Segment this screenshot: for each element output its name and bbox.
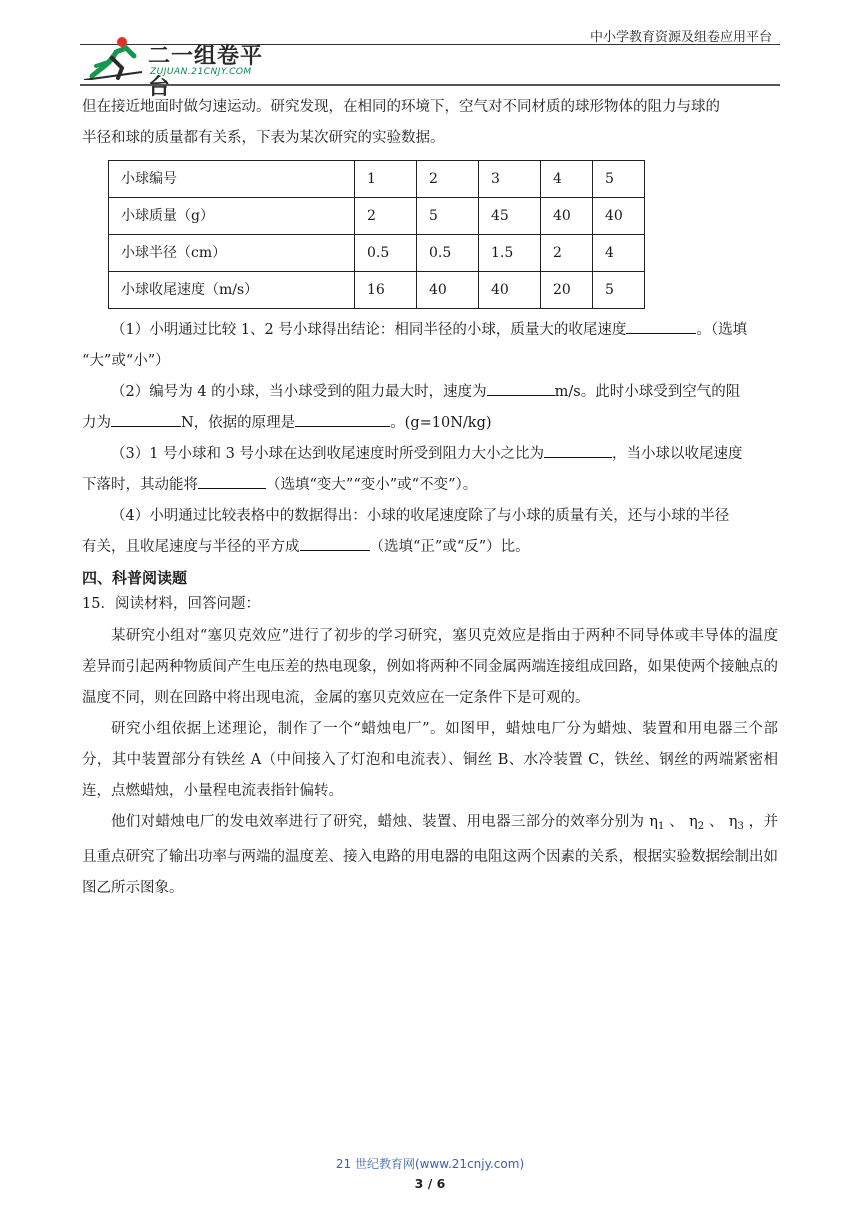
q4-text-b: 有关，且收尾速度与半径的平方成 <box>82 539 300 555</box>
section-title: 四、科普阅读题 <box>82 569 188 587</box>
table-cell: 2 <box>541 235 593 272</box>
table-cell: 小球半径（cm） <box>109 235 355 272</box>
question-3 <box>82 439 778 470</box>
q4-text-c: （选填“正”或“反”）比。 <box>369 539 530 555</box>
reading-paragraph-1: 某研究小组对“塞贝克效应”进行了初步的学习研究，塞贝克效应是指由于两种不同导体或丰导体的温度差异而引起两种物质间产生电压差的热电现象，例如将两种不同金属两端连接组成回路，如果使两个接触点的温度不同，则在回路中将出现电流，金属的塞贝克效应在一定条件下是可观的。 <box>82 628 778 706</box>
question-2-cont <box>82 408 778 439</box>
experiment-table <box>108 160 645 309</box>
answer-blank[interactable] <box>300 533 370 551</box>
q3-text-c: 下落时，其动能将 <box>82 477 198 493</box>
eta-2-sub: 2 <box>697 821 705 832</box>
question-1 <box>82 315 778 346</box>
q2-text-d: N，依据的原理是 <box>181 415 296 431</box>
answer-blank[interactable] <box>626 316 696 334</box>
table-cell: 小球质量（g） <box>109 198 355 235</box>
eta-3-sub: 3 <box>737 821 744 832</box>
question-1-cont: “大”或“小”） <box>82 353 170 369</box>
table-cell: 1.5 <box>479 235 541 272</box>
table-cell: 45 <box>479 198 541 235</box>
table-cell: 5 <box>417 198 479 235</box>
table-cell: 40 <box>479 272 541 309</box>
answer-blank[interactable] <box>487 378 555 396</box>
footer-link[interactable]: 21 世纪教育网(www.21cnjy.com) <box>335 1157 525 1171</box>
table-cell: 4 <box>541 161 593 198</box>
answer-blank[interactable] <box>198 471 266 489</box>
logo <box>82 36 282 100</box>
logo-title: 二一组卷平台 <box>148 44 264 100</box>
eta-1-sub: 1 <box>657 821 665 832</box>
table-cell: 2 <box>417 161 479 198</box>
page-content <box>82 92 778 904</box>
table-cell: 1 <box>355 161 417 198</box>
table-cell: 20 <box>541 272 593 309</box>
q2-text-e: 。(g=10N/kg) <box>390 415 492 431</box>
table-cell: 0.5 <box>355 235 417 272</box>
table-cell: 40 <box>541 198 593 235</box>
reading-paragraph-3 <box>82 807 778 904</box>
eta-3: η <box>728 814 738 830</box>
table-row <box>109 235 645 272</box>
q2-text-c: 力为 <box>82 415 111 431</box>
table-cell: 16 <box>355 272 417 309</box>
q1-text: （1）小明通过比较 1、2 号小球得出结论：相同半径的小球，质量大的收尾速度 <box>111 322 627 338</box>
table-cell: 小球收尾速度（m/s） <box>109 272 355 309</box>
table-row <box>109 161 645 198</box>
eta-1: η <box>649 814 658 830</box>
question-2 <box>82 377 778 408</box>
separator: 、 <box>669 814 685 830</box>
page-header <box>80 22 780 100</box>
table-cell: 0.5 <box>417 235 479 272</box>
q2-text-mid: m/s。此时小球受到空气的阻 <box>554 384 741 400</box>
platform-name: 中小学教育资源及组卷应用平台 <box>589 30 772 45</box>
q3-text-b: ，当小球以收尾速度 <box>612 446 743 462</box>
question-4: （4）小明通过比较表格中的数据得出：小球的收尾速度除了与小球的质量有关，还与小球的半径 <box>111 508 730 524</box>
table-cell: 4 <box>593 235 645 272</box>
page-number: 3 / 6 <box>414 1176 446 1191</box>
intro-line-1: 但在接近地面时做匀速运动。研究发现，在相同的环境下，空气对不同材质的球形物体的阻力与球的 <box>82 99 720 115</box>
header-rule <box>80 84 780 86</box>
question-4-cont <box>82 532 778 563</box>
runner-logo-icon <box>82 36 144 80</box>
q2-text: （2）编号为 4 的小球，当小球受到的阻力最大时，速度为 <box>111 384 487 400</box>
table-cell: 5 <box>593 161 645 198</box>
para3-text: 他们对蜡烛电厂的发电效率进行了研究，蜡烛、装置、用电器三部分的效率分别为 <box>111 814 645 830</box>
answer-blank[interactable] <box>295 409 390 427</box>
question-15-title: 15．阅读材料，回答问题： <box>82 596 260 612</box>
table-cell: 3 <box>479 161 541 198</box>
answer-blank[interactable] <box>544 440 612 458</box>
table-cell: 2 <box>355 198 417 235</box>
q3-text: （3）1 号小球和 3 号小球在达到收尾速度时所受到阻力大小之比为 <box>111 446 545 462</box>
table-cell: 5 <box>593 272 645 309</box>
table-row <box>109 198 645 235</box>
q1-text-end: 。（选填 <box>696 322 748 338</box>
intro-line-2: 半径和球的质量都有关系，下表为某次研究的实验数据。 <box>82 130 445 146</box>
reading-paragraph-2: 研究小组依据上述理论，制作了一个“蜡烛电厂”。如图甲，蜡烛电厂分为蜡烛、装置和用电器三个部分，其中装置部分有铁丝 A（中间接入了灯泡和电流表）、铜丝 B、水冷装置 C，铁丝、钢丝的两端紧密相连，点燃蜡烛，小量程电流表指针偏转。 <box>82 721 778 799</box>
separator: 、 <box>709 814 724 830</box>
logo-url: ZUJUAN.21CNJY.COM <box>150 67 252 77</box>
question-3-cont <box>82 470 778 501</box>
table-cell: 小球编号 <box>109 161 355 198</box>
answer-blank[interactable] <box>111 409 181 427</box>
table-cell: 40 <box>593 198 645 235</box>
q3-text-d: （选填“变大”“变小”或“不变”）。 <box>266 477 478 493</box>
table-cell: 40 <box>417 272 479 309</box>
eta-2: η <box>689 814 698 830</box>
para3-text-end: ，并且重点研究了输出功率与两端的温度差、接入电路的用电器的电阻这两个因素的关系，根据实验数据绘制出如图乙所示图象。 <box>82 814 779 896</box>
table-row <box>109 272 645 309</box>
